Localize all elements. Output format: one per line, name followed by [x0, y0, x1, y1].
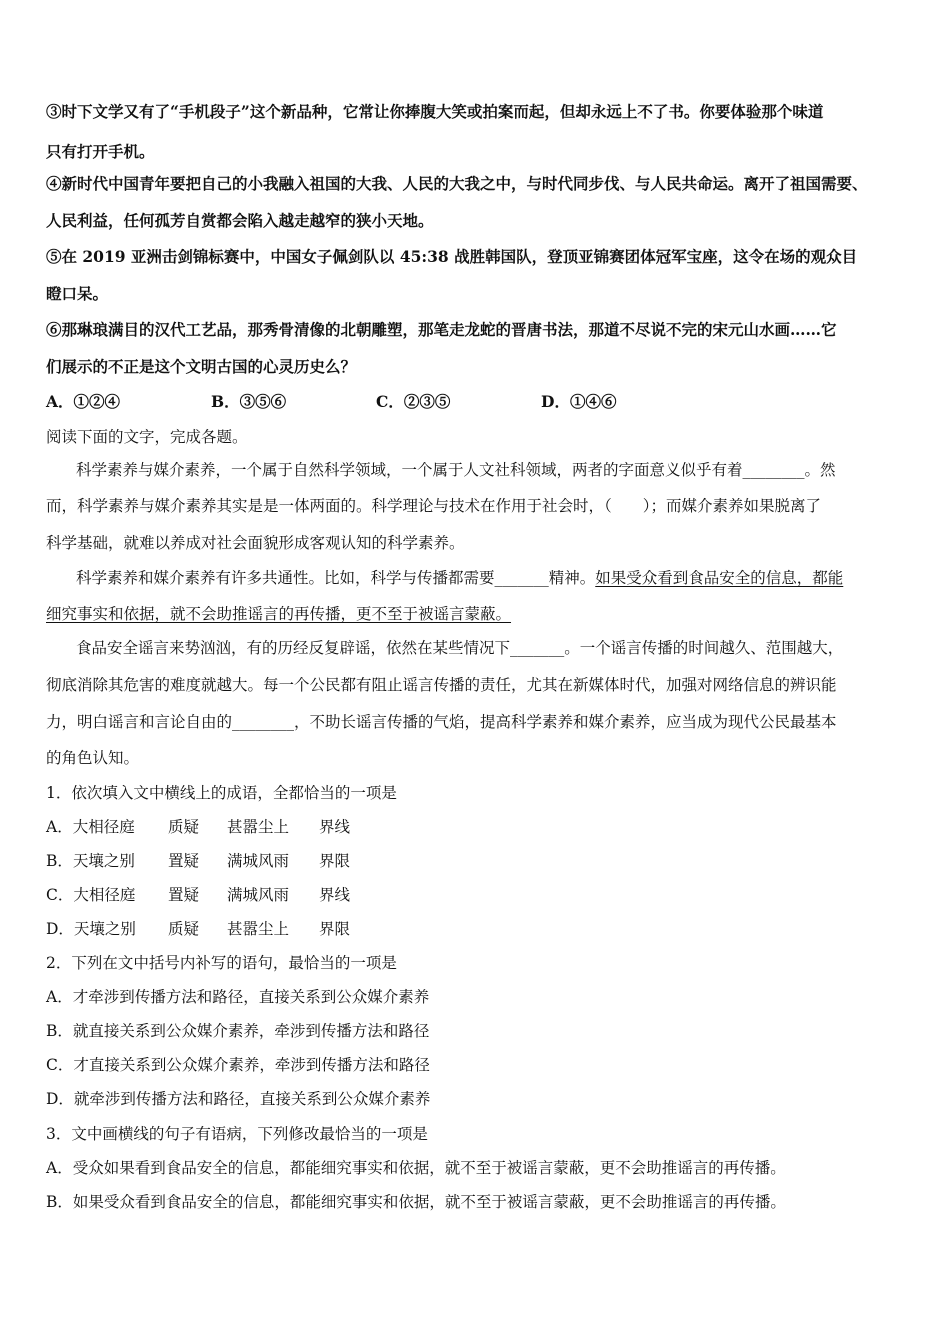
choice-c[interactable]: C．②③⑤ — [376, 392, 451, 411]
passage-p3-line-1: 食品安全谣言来势汹汹，有的历经反复辟谣，依然在某些情况下_______。一个谣言传播的时间越久、范围越大， — [76, 639, 844, 657]
q2-option-c[interactable]: C．才直接关系到公众媒介素养，牵涉到传播方法和路径 — [46, 1056, 430, 1074]
q3-option-a[interactable]: A．受众如果看到食品安全的信息，都能细究事实和依据，就不至于被谣言蒙蔽，更不会助推谣言的再传播。 — [46, 1159, 786, 1177]
item-4-line-2: 人民利益，任何孤芳自赏都会陷入越走越窄的狭小天地。 — [46, 211, 434, 230]
choice-a[interactable]: A．①②④ — [46, 392, 121, 411]
choice-b[interactable]: B．③⑤⑥ — [211, 392, 287, 411]
reading-instruction: 阅读下面的文字，完成各题。 — [46, 428, 248, 446]
underlined-sentence-part-1: 如果受众看到食品安全的信息，都能 — [595, 569, 844, 587]
q1-option-d[interactable]: D．天壤之别 质疑 甚嚣尘上 界限 — [46, 920, 351, 938]
q3-option-b[interactable]: B．如果受众看到食品安全的信息，都能细究事实和依据，就不至于被谣言蒙蔽，更不会助推谣言的再传播。 — [46, 1193, 786, 1211]
passage-p1-line-2: 而，科学素养与媒介素养其实是是一体两面的。科学理论与技术在作用于社会时，（ ）；而媒介素养如果脱离了 — [46, 497, 822, 515]
passage-p1-line-3: 科学基础，就难以养成对社会面貌形成客观认知的科学素养。 — [46, 534, 465, 552]
item-6-line-1: ⑥那琳琅满目的汉代工艺品，那秀骨清像的北朝雕塑，那笔走龙蛇的晋唐书法，那道不尽说不完的宋元山水画……它 — [46, 320, 837, 339]
question-1-stem: 1．依次填入文中横线上的成语，全都恰当的一项是 — [46, 784, 397, 802]
passage-p3-line-2: 彻底消除其危害的难度就越大。每一个公民都有阻止谣言传播的责任，尤其在新媒体时代，加强对网络信息的辨识能 — [46, 676, 837, 694]
item-3-line-2: 只有打开手机。 — [46, 142, 155, 161]
item-3-line-1: ③时下文学又有了“手机段子”这个新品种，它常让你捧腹大笑或拍案而起，但却永远上不了书。你要体验那个味道 — [46, 102, 824, 121]
question-3-stem: 3．文中画横线的句子有语病，下列修改最恰当的一项是 — [46, 1125, 428, 1143]
choice-d[interactable]: D．①④⑥ — [541, 392, 617, 411]
question-2-stem: 2．下列在文中括号内补写的语句，最恰当的一项是 — [46, 954, 397, 972]
q1-option-a[interactable]: A．大相径庭 质疑 甚嚣尘上 界线 — [46, 818, 351, 836]
q2-option-a[interactable]: A．才牵涉到传播方法和路径，直接关系到公众媒介素养 — [46, 988, 430, 1006]
q2-option-d[interactable]: D．就牵涉到传播方法和路径，直接关系到公众媒介素养 — [46, 1090, 431, 1108]
q1-option-c[interactable]: C．大相径庭 置疑 满城风雨 界线 — [46, 886, 351, 904]
q1-option-b[interactable]: B．天壤之别 置疑 满城风雨 界限 — [46, 852, 351, 870]
passage-p2-line-1 — [76, 566, 843, 588]
item-4-line-1: ④新时代中国青年要把自己的小我融入祖国的大我、人民的大我之中，与时代同步伐、与人民共命运。离开了祖国需要、 — [46, 174, 868, 193]
q2-option-b[interactable]: B．就直接关系到公众媒介素养，牵涉到传播方法和路径 — [46, 1022, 430, 1040]
passage-p2-text: 科学素养和媒介素养有许多共通性。比如，科学与传播都需要_______精神。 — [76, 569, 596, 587]
underlined-sentence-part-2: 细究事实和依据，就不会助推谣言的再传播，更不至于被谣言蒙蔽。 — [46, 605, 512, 623]
item-6-line-2: 们展示的不正是这个文明古国的心灵历史么？ — [46, 357, 357, 376]
passage-p3-line-3: 力，明白谣言和言论自由的________，不助长谣言传播的气焰，提高科学素养和媒介素养，应当成为现代公民最基本 — [46, 713, 837, 731]
passage-p3-line-4: 的角色认知。 — [46, 749, 140, 767]
passage-p1-line-1: 科学素养与媒介素养，一个属于自然科学领域，一个属于人文社科领域，两者的字面意义似乎有着________。然 — [76, 461, 836, 479]
item-5-line-1: ⑤在 2019 亚洲击剑锦标赛中，中国女子佩剑队以 45:38 战胜韩国队，登顶亚锦赛团体冠军宝座，这令在场的观众目 — [46, 247, 858, 266]
item-5-line-2: 瞪口呆。 — [46, 284, 109, 303]
